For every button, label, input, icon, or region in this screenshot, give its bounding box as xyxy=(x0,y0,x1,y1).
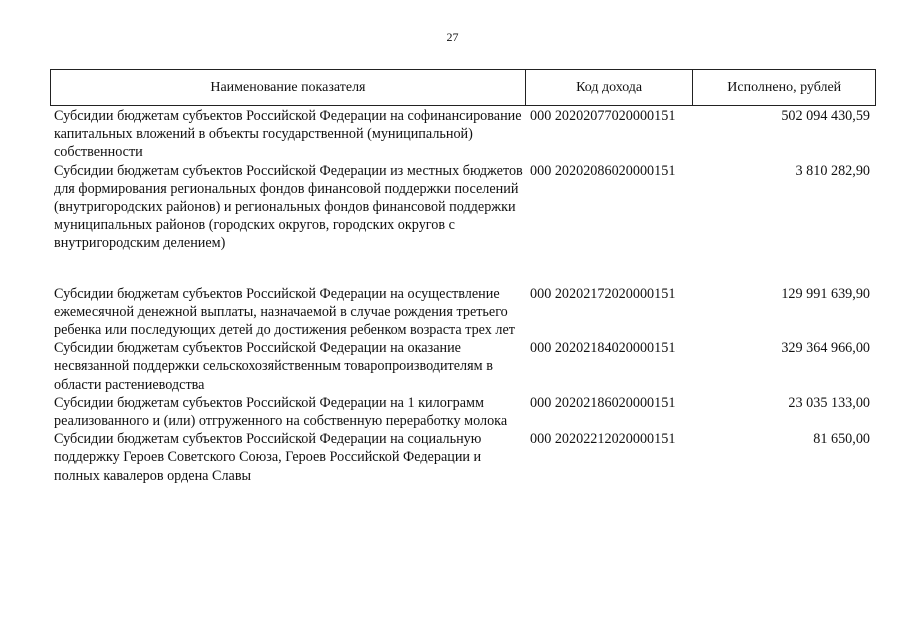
table-row xyxy=(50,394,876,430)
row-code: 000 20202172020000151 xyxy=(530,285,676,302)
table-row xyxy=(50,107,876,162)
row-amount: 23 035 133,00 xyxy=(788,394,870,411)
header-revenue-code: Код дохода xyxy=(526,70,694,105)
row-amount: 129 991 639,90 xyxy=(781,285,870,302)
table-row xyxy=(50,162,876,253)
row-name: Субсидии бюджетам субъектов Российской Федерации на социальную поддержку Героев Советского Союза, Героев Российской Федерации и полных кавалеров ордена Славы xyxy=(54,431,482,484)
row-name: Субсидии бюджетам субъектов Российской Федерации на осуществление ежемесячной денежной выплаты, назначаемой в случае рождения третьего ребенка или последующих детей до достижения ребенком возраста трех лет xyxy=(54,285,516,339)
row-code: 000 20202212020000151 xyxy=(530,431,676,448)
row-amount: 3 810 282,90 xyxy=(795,162,870,179)
row-amount: 329 364 966,00 xyxy=(781,340,870,357)
row-amount: 502 094 430,59 xyxy=(781,108,870,124)
row-name: Субсидии бюджетам субъектов Российской Федерации на оказание несвязанной поддержки сельскохозяйственным товаропроизводителям в области растениеводства xyxy=(54,340,493,393)
table-header xyxy=(50,69,876,106)
page-number: 27 xyxy=(446,30,459,44)
row-code: 000 20202186020000151 xyxy=(530,394,676,411)
table-row xyxy=(50,430,876,485)
row-amount: 81 650,00 xyxy=(813,431,870,448)
revenue-table xyxy=(50,69,876,485)
header-executed-amount: Исполнено, рублей xyxy=(727,79,842,95)
row-name: Субсидии бюджетам субъектов Российской Федерации на 1 килограмм реализованного и (или) отгруженного на собственную переработку молока xyxy=(54,394,508,430)
row-code: 000 20202077020000151 xyxy=(530,108,676,124)
table-row xyxy=(50,339,876,394)
row-name: Субсидии бюджетам субъектов Российской Федерации из местных бюджетов для формирования региональных фондов финансовой поддержки поселений (внутригородских районов) и региональных фондов финансовой поддержки муниципальных районов (городских округов, городских округов с внутригородским делением) xyxy=(54,162,523,252)
row-code: 000 20202086020000151 xyxy=(530,162,676,179)
table-row xyxy=(50,285,876,340)
header-indicator-name: Наименование показателя xyxy=(51,70,526,105)
row-code: 000 20202184020000151 xyxy=(530,340,676,357)
row-name: Субсидии бюджетам субъектов Российской Федерации на софинансирование капитальных вложений в объекты государственной (муниципальной) собственности xyxy=(54,108,522,161)
